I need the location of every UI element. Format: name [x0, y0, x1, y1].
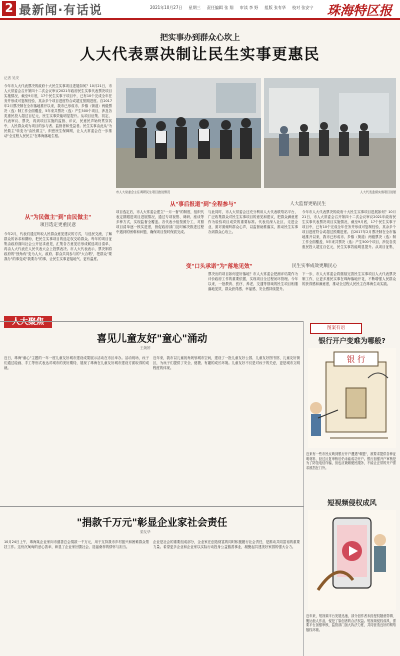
section3-heading: 变"口头承诺"为"落地见效" — [186, 264, 253, 270]
meta-weekday: 星期三 — [188, 5, 201, 10]
lead-photo-site — [264, 78, 396, 188]
meta-reader: 审读 李 野 — [239, 5, 259, 10]
cartoon2-caption: 近年来，短视频平台发展迅速，部分创作者未经授权随意剪辑、搬运他人作品，侵犯了原创者的合法权益。短视频侵权成风，需要平台加强审核，监管部门加大执法力度，共同营造良好的网络版权环境。 — [306, 614, 396, 632]
section3-column-2: 下一步，市人大常委会将继续完善民生实事项目人大代表票决制工作，让更多惠民实事在珠海落地开花，不断增强人民群众的获得感和满意度，推动全过程人民民主在珠海生动实践。 — [302, 272, 396, 286]
section3-column-1: 票决出的项目如何更好落地？市人大常委会把测评结果作为评价政府工作的重要依据，实现项目全过程闭环管理。今年以来，一批教育、医疗、养老、交通等领域的民生项目相继落地见效，群众获得感、幸福感、安全感持续提升。 — [208, 272, 298, 291]
section3-subheading: 民生实事成效更顺民心 — [292, 264, 337, 269]
lead-photo-meeting-caption: 市人大常委会主任调研民生项目推进情况 — [116, 190, 171, 194]
lead-column: 今年市人大代表票决的政府十大民生实事项目进展如何？10月21日，市人大常委会召开第四十二次会议审议2021年政府民生实事代表票决项目实施情况，截至9月底，17个民生实事子项目中，已有10个完成全年任务并形成可复制经验，其余多个项目进度符合或超过预期进度。自2017年2月票决制在全市落地推开以来，我市已形成市、乡镇（街道）两级票决（选）制工作全面覆盖，5年来共票决（选）产生500个项目，涉及各类惠民投入超过百亿元，民生实事效能明显提升。从项目征集、初定、代表审议、票决，再到项目实施的监督、评议，民意民声始终贯穿其中，人民群众成为项目的参与者、监督者和受益者。民生实事由此从"为民做主"转变为"由民做主"，织密民生保障网，让人大常委会在一步推动"全过程人民民主"在珠海落地生根。 — [4, 84, 112, 138]
section2-column-1: 项目选定后，市人大常委会建立"一月一督"的制度，组织代表定期跟进项目进展情况，通过专项视察、调研、座谈等多种方式，实现监督全覆盖。各代表小组按照分工，对照项目清单逐一核实进度，督促政府部门及时解决推进过程中遇到的困难和问题，确保项目按时保质完成。 — [116, 210, 204, 234]
lead-headline: 人大代表票决制让民生实事更惠民 — [79, 45, 320, 63]
cartoon-bank-illustration — [308, 348, 396, 448]
cartoon-phone-illustration — [308, 510, 396, 610]
section1-subheading: 项目选定更重民意 — [40, 223, 76, 228]
section2-heading: 从"事后报道"到"全程参与" — [170, 202, 237, 208]
newspaper-logo: 珠海特区报 — [326, 4, 392, 19]
page-header — [0, 0, 400, 20]
story3-column-2: 企业是社会的重要组成部分，企业家在创造财富的同时积极履行社会责任，是推动共同富裕的重要力量。希望更多企业和企业家以实际行动投身公益慈善事业，凝聚起共建美好家园的强大合力。 — [153, 540, 300, 549]
lead-photo-site-caption: 人大代表监督实施项目进展 — [359, 190, 396, 194]
page-meta — [150, 5, 318, 11]
story3-column-1: 10月24日上午，珠海某企业家向市慈善总会捐款一千万元，用于支持我市乡村振兴和困难群众帮扶工作。这份沉甸甸的爱心善举，彰显了企业家回馈社会、造福桑梓的情怀与担当。 — [4, 540, 149, 549]
section1-heading: 从"为民做主"到"由民做主" — [24, 215, 92, 221]
ren-da-ju-jiao-box — [4, 316, 52, 328]
meta-layout: 组版 张有华 — [264, 5, 286, 10]
section2-column-3: 今年市人大代表票决的政府十大民生实事项目进展如何？10月21日，市人大常委会召开第四十二次会议审议2021年政府民生实事代表票决项目实施情况，截至9月底，17个民生实事子项目中，已有10个完成全年任务并形成可复制经验，其余多个项目进度符合或超过预期进度。自2017年2月票决制在全市落地推开以来，我市已形成市、乡镇（街道）两级票决（选）制工作全面覆盖，5年来共票决（选）产生500个项目，涉及各类惠民投入超过百亿元，民生实事效能明显提升。从项目征集、 — [302, 210, 396, 249]
lead-kicker: 把实事办到群众心坎上 — [160, 33, 240, 42]
section2-column-2: 与此同时，市人大常委会还充分利用人大代表联络站平台，广泛收集群众对民生实事项目的意见和建议，把群众满意度作为检验项目成效的重要标准。代表们深入社区、走进企业，面对面倾听群众心声，以监督助推落实，推动民生实事办到群众心坎上。 — [208, 210, 298, 234]
story3-byline: 梁友华 — [140, 530, 151, 534]
meta-editor: 责任编辑 张 翔 — [206, 5, 234, 10]
story2-column-1: 近日，珠海"童心"主题的一年一度儿童友好城市建设成果展示活动在市区举办。活动现场，孩子们通过绘画、手工等形式表达对城市的美好期待，展现了珠海在儿童友好城市建设方面取得的成就。 — [4, 356, 149, 370]
bank-sign: 银 行 — [346, 355, 366, 364]
story2-headline: 喜见儿童友好"童心"涌动 — [96, 334, 208, 345]
section2-subheading: 人大监督更贴民生 — [290, 202, 326, 207]
section-title: 最新闻·有话说 — [19, 3, 103, 17]
column-divider — [303, 321, 304, 656]
divider-1 — [0, 321, 304, 322]
cartoon1-caption: 近来有一些市民反映到银行开户遭遇"难题"，被要求提供各种证明材料，经过反复审核后仍未能成功开户。银行加强开户审核是为了防范电信诈骗，但也应兼顾便民服务，不能让正常的开户需求被挡在门外。 — [306, 452, 396, 470]
story3-headline: "捐款千万元"彰显企业家社会责任 — [76, 518, 228, 529]
divider-2 — [0, 506, 304, 507]
section1-column: 今年2月，代表们通过听取人民群众意见建议的方式，与选民交流，了解群众的诉求和期盼，把民生实事项目的选定权交给群众。每年的项目征集由政府面向社会公开征求意见，汇集各方意见后形成候选项目清单，再由人大代表在人民代表大会上投票表决。市人大代表表示，票决制将政府的"独角戏"变为人大、政府、群众共同参与的"大合唱"，把群众"要我办"的事变成"我要办"的事，让民生实事更接地气、更有温度。 — [4, 232, 112, 261]
story2-column-2: 近年来，我市以儿童视角规划城市空间，建设了一批儿童友好公园、儿童友好图书馆、儿童友好街区，为孩子们提供了安全、便捷、有趣的成长环境。儿童友好不仅是对孩子的关爱，更是城市文明程度的体现。 — [153, 356, 300, 370]
page-number: 2 — [2, 1, 16, 16]
meta-proof: 校对 张安宁 — [292, 5, 314, 10]
meta-date: 2021年10月27日 — [150, 5, 183, 10]
cartoon-section-tag: 图案有语 — [310, 323, 362, 334]
cartoon1-title: 银行开户变难为哪般? — [318, 337, 386, 345]
lead-byline: 记者 吴安 — [4, 76, 20, 80]
story2-byline: 王婉婷 — [140, 346, 151, 350]
lead-photo-meeting — [116, 78, 261, 188]
cartoon2-title: 短视频侵权成风 — [327, 499, 377, 507]
